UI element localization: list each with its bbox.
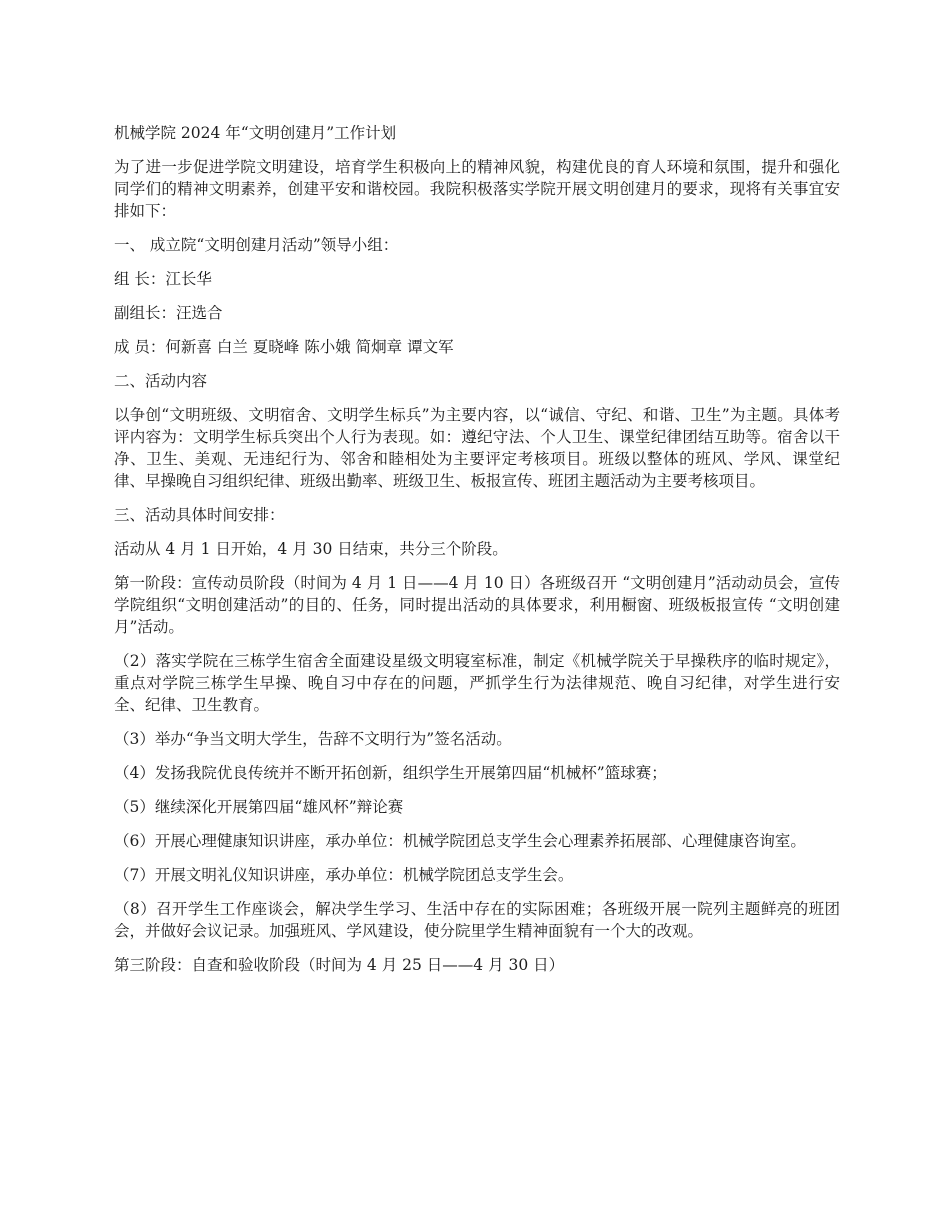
item-5-paragraph: （5）继续深化开展第四届“雄风杯”辩论赛: [114, 798, 404, 816]
group-leader-line: 组 长：江长华: [114, 270, 212, 288]
item-8-paragraph: （8）召开学生工作座谈会，解决学生学习、生活中存在的实际困难；各班级开展一院列主题鲜亮的班团会，并做好会议记录。加强班风、学风建设，使分院里学生精神面貌有一个大的改观。: [114, 900, 840, 940]
schedule-overview: 活动从 4 月 1 日开始，4 月 30 日结束，共分三个阶段。: [114, 540, 508, 558]
deputy-leader-line: 副组长：汪选合: [114, 304, 223, 322]
item-6-paragraph: （6）开展心理健康知识讲座，承办单位：机械学院团总支学生会心理素养拓展部、心理健康咨询室。: [114, 832, 806, 850]
item-2-paragraph: （2）落实学院在三栋学生宿舍全面建设星级文明寝室标准，制定《机械学院关于早操秩序的临时规定》，重点对学院三栋学生早操、晚自习中存在的问题，严抓学生行为法律规范、晚自习纪律，对学生进行安全、纪律、卫生教育。: [114, 652, 840, 714]
phase-one-paragraph: 第一阶段：宣传动员阶段（时间为 4 月 1 日——4 月 10 日）各班级召开 “文明创建月”活动动员会，宣传学院组织“文明创建活动”的目的、任务，同时提出活动的具体要求，利用橱窗、班级板报宣传 “文明创建月”活动。: [114, 574, 840, 636]
content-paragraph: 以争创“文明班级、文明宿舍、文明学生标兵”为主要内容，以“诚信、守纪、和谐、卫生”为主题。具体考评内容为：文明学生标兵突出个人行为表现。如：遵纪守法、个人卫生、课堂纪律团结互助等。宿舍以干净、卫生、美观、无违纪行为、邻舍和睦相处为主要评定考核项目。班级以整体的班风、学风、课堂纪律、早操晚自习组织纪律、班级出勤率、班级卫生、板报宣传、班团主题活动为主要考核项目。: [114, 406, 840, 490]
item-3-paragraph: （3）举办“争当文明大学生，告辞不文明行为”签名活动。: [114, 730, 512, 748]
section-heading-content: 二、活动内容: [114, 372, 208, 390]
document-body: [114, 122, 840, 988]
intro-paragraph: 为了进一步促进学院文明建设，培育学生积极向上的精神风貌，构建优良的育人环境和氛围，提升和强化同学们的精神文明素养，创建平安和谐校园。我院积极落实学院开展文明创建月的要求，现将有关事宜安排如下：: [114, 158, 840, 220]
members-line: 成 员：何新喜 白兰 夏晓峰 陈小娥 简炯章 谭文军: [114, 338, 454, 356]
phase-three-paragraph: 第三阶段：自查和验收阶段（时间为 4 月 25 日——4 月 30 日）: [114, 956, 565, 974]
section-heading-schedule: 三、活动具体时间安排：: [114, 506, 285, 524]
item-7-paragraph: （7）开展文明礼仪知识讲座，承办单位：机械学院团总支学生会。: [114, 866, 574, 884]
document-title: 机械学院 2024 年“文明创建月”工作计划: [114, 124, 397, 142]
section-heading-leadership: 一、 成立院“文明创建月活动”领导小组：: [114, 236, 399, 254]
item-4-paragraph: （4）发扬我院优良传统并不断开拓创新，组织学生开展第四届“机械杯”篮球赛；: [114, 764, 667, 782]
